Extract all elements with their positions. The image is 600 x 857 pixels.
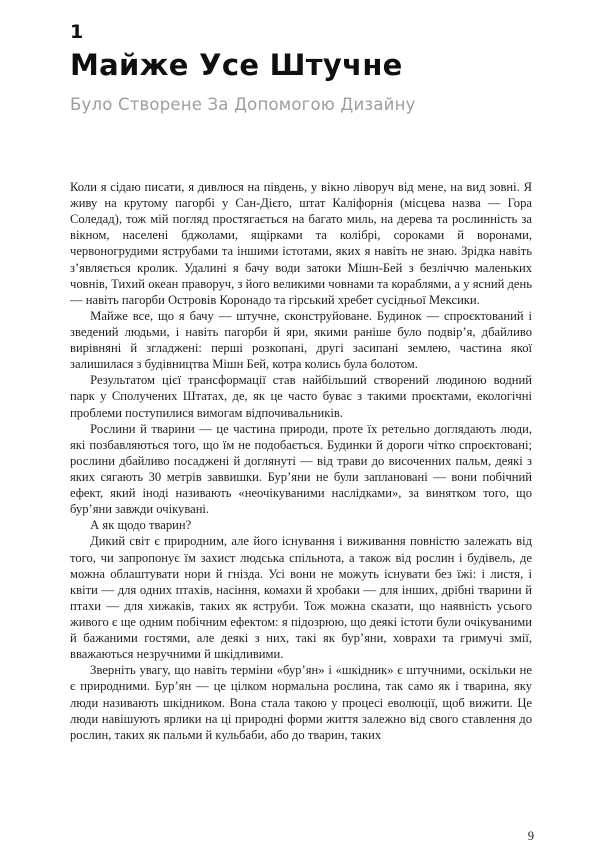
- paragraph: Зверніть увагу, що навіть терміни «бур’ян» і «шкідник» є штучними, оскільки не є природними. Бур’ян — це цілком нормальна рослина, так само як і тварина, яку люди називають шкідником. Вона стала такою у процесі еволюції, щоб вижити. Це люди навішують ярлики на ці природні форми життя залежно від свого ставлення до рослин, таких як пальми й кульбаби, або до тварин, таких: [70, 663, 532, 742]
- page-content: [70, 22, 532, 743]
- chapter-header: [70, 22, 532, 115]
- page-number: 9: [527, 829, 534, 843]
- body-text: [70, 179, 532, 743]
- paragraph: Рослини й тварини — це частина природи, проте їх ретельно доглядають люди, які позбавляються того, що їм не подобається. Будинки й дороги чітко спроєктовані; рослини дбайливо посаджені й доглянуті — від трави до височенних пальм, деякі з яких сягають 30 метрів заввишки. Бур’яни не були заплановані — вони побічний ефект, який іноді називають «неочікуваними наслідками», за винятком того, що бур’яни завжди очікувані.: [70, 421, 532, 517]
- paragraph: Коли я сідаю писати, я дивлюся на південь, у вікно ліворуч від мене, на вид зовні. Я живу на крутому пагорбі у Сан-Дієго, штат Каліфорнія (місцева назва — Гора Соледад), тож мій погляд простягається на багато миль, на дерева та рослинність за вікном, населені бджолами, ящірками та колібрі, сороками й воронами, червоногрудими яструбами та іншими істотами, яких я навіть не знаю. Зрідка навіть з’являється кролик. Удалині я бачу води затоки Мішн-Бей з безліччю маленьких човнів, Тихий океан праворуч, з його великими човнами та кораблями, а у ясний день — навіть пагорби Островів Коронадо та гірський хребет сусідньої Мексики.: [70, 180, 532, 307]
- paragraph: Майже все, що я бачу — штучне, сконструйоване. Будинок — спроєктований і зведений людьми, і навіть пагорби й яри, якими раніше було подвір’я, дбайливо вирівняні й згладжені: перші розкопані, другі засипані землею, частина якої залишилася з будівництва Мішн Бей, котра колись була болотом.: [70, 308, 532, 372]
- paragraph: Дикий світ є природним, але його існування і виживання повністю залежать від того, чи запропонує їм захист людська спільнота, а також від рослин і будівель, де можна облаштувати нори й гнізда. Усі вони не можуть існувати без їжі: і листя, і квіти — для одних птахів, насіння, комахи й хробаки — для інших, дрібні тварини й птахи — для хижаків, таких як яструби. Тож можна сказати, що наявність усього живого є ще одним побічним ефектом: я підозрюю, що деякі істоти були очікуваними й бажаними гостями, але деякі з них, такі як бур’яни, ховрахи та гримучі змії, вважаються незручними й шкідливими.: [70, 534, 532, 662]
- chapter-subtitle: Було Створене За Допомогою Дизайну: [70, 95, 416, 115]
- paragraph: Результатом цієї трансформації став найбільший створений людиною водний парк у Сполучених Штатах, де, як це часто буває з такими проєктами, екологічні проблеми поступилися вимогам відпочивальників.: [70, 373, 532, 420]
- chapter-number: 1: [70, 21, 84, 43]
- paragraph: А як щодо тварин?: [90, 518, 192, 533]
- chapter-title: Майже Усе Штучне: [70, 47, 403, 82]
